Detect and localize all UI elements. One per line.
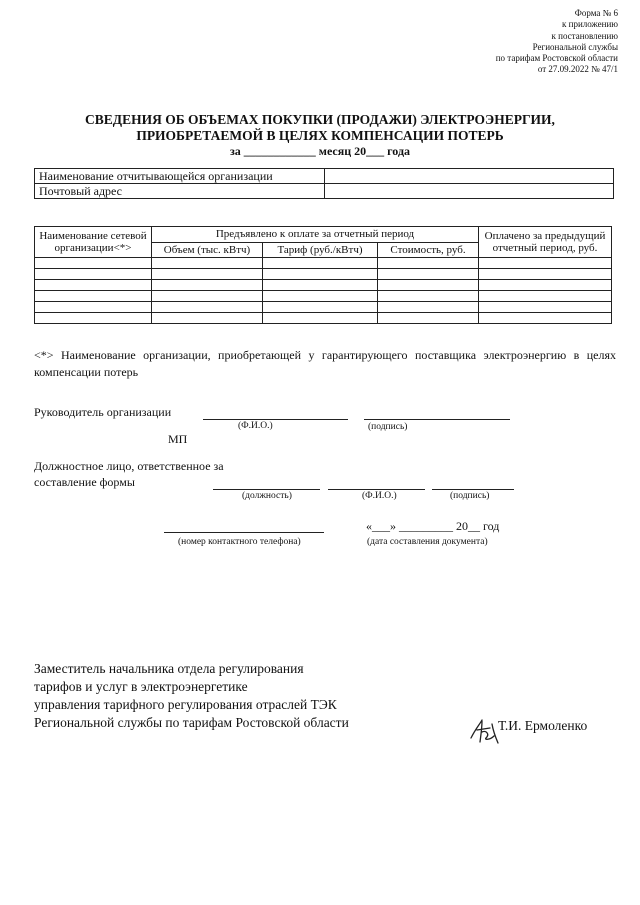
stamp-place: МП: [168, 432, 188, 446]
form-ref-line: по тарифам Ростовской области: [495, 53, 618, 64]
table-cell[interactable]: [152, 313, 263, 324]
form-number: Форма № 6: [574, 8, 618, 18]
table-row: [35, 291, 612, 302]
table-cell[interactable]: [263, 269, 378, 280]
head-label: Руководитель организации: [34, 405, 172, 419]
signer-position-line: Региональной службы по тарифам Ростовской области: [34, 715, 349, 730]
table-header-row: [35, 227, 612, 243]
official-signature-caption: (подпись): [450, 491, 490, 501]
table-cell[interactable]: [479, 291, 612, 302]
table-cell[interactable]: [378, 280, 479, 291]
table-row: [35, 302, 612, 313]
postal-address-label: Почтовый адрес: [35, 184, 325, 199]
table-row: [35, 258, 612, 269]
reporting-period: за ____________ месяц 20___ года: [229, 144, 411, 158]
head-fio-line[interactable]: [203, 419, 348, 420]
form-reference: [496, 8, 618, 76]
table-cell[interactable]: [35, 258, 152, 269]
table-row: [35, 269, 612, 280]
signer-position-line: управления тарифного регулирования отраслей ТЭК: [34, 697, 337, 712]
official-fio-caption: (Ф.И.О.): [362, 491, 397, 501]
phone-caption: (номер контактного телефона): [178, 537, 301, 547]
signer-position-line: Заместитель начальника отдела регулирования: [34, 661, 304, 676]
postal-address-field[interactable]: [325, 184, 614, 199]
table-cell[interactable]: [35, 302, 152, 313]
header-volume: Объем (тыс. кВтч): [152, 242, 263, 258]
signer-position: [34, 660, 349, 732]
footnote: <*> Наименование организации, приобретающей у гарантирующего поставщика электроэнергию в целях компенсации потерь: [34, 348, 616, 379]
table-cell[interactable]: [378, 313, 479, 324]
table-cell[interactable]: [35, 269, 152, 280]
table-cell[interactable]: [378, 258, 479, 269]
table-row: [35, 280, 612, 291]
signer-name: Т.И. Ермоленко: [498, 718, 588, 733]
form-ref-line: Региональной службы: [532, 41, 618, 52]
title-line: СВЕДЕНИЯ ОБ ОБЪЕМАХ ПОКУПКИ (ПРОДАЖИ) ЭЛЕКТРОЭНЕРГИИ,: [85, 112, 555, 127]
table-cell[interactable]: [378, 269, 479, 280]
official-position-caption: (должность): [242, 491, 292, 501]
head-signature-line[interactable]: [364, 419, 510, 420]
table-cell[interactable]: [378, 291, 479, 302]
header-paid-previous: Оплачено за предыдущий отчетный период, руб.: [479, 227, 612, 258]
table-cell[interactable]: [152, 258, 263, 269]
table-cell[interactable]: [479, 280, 612, 291]
table-cell[interactable]: [479, 269, 612, 280]
table-row: [35, 313, 612, 324]
table-cell[interactable]: [263, 258, 378, 269]
table-cell[interactable]: [35, 291, 152, 302]
table-cell[interactable]: [152, 302, 263, 313]
form-ref-line: к приложению: [562, 19, 618, 30]
signer-position-line: тарифов и услуг в электроэнергетике: [34, 679, 248, 694]
table-cell[interactable]: [378, 302, 479, 313]
official-label: составление формы: [34, 475, 135, 489]
header-network-org: Наименование сетевой организации<*>: [35, 227, 152, 258]
org-name-field[interactable]: [325, 169, 614, 184]
table-cell[interactable]: [263, 291, 378, 302]
form-ref-line: к постановлению: [551, 30, 618, 41]
table-cell[interactable]: [35, 313, 152, 324]
document-date-caption: (дата составления документа): [367, 537, 488, 547]
phone-line[interactable]: [164, 532, 324, 533]
table-cell[interactable]: [479, 258, 612, 269]
table-cell[interactable]: [263, 302, 378, 313]
date-field[interactable]: «___» _________ 20__ год: [366, 519, 500, 533]
official-label: Должностное лицо, ответственное за: [34, 459, 224, 473]
table-cell[interactable]: [479, 313, 612, 324]
title-line: ПРИОБРЕТАЕМОЙ В ЦЕЛЯХ КОМПЕНСАЦИИ ПОТЕРЬ: [136, 128, 504, 143]
table-cell[interactable]: [263, 280, 378, 291]
table-cell[interactable]: [152, 269, 263, 280]
table-cell[interactable]: [263, 313, 378, 324]
official-signature-line[interactable]: [432, 489, 514, 490]
head-signature-caption: (подпись): [368, 422, 408, 432]
table-row: [35, 184, 614, 199]
org-name-label: Наименование отчитывающейся организации: [35, 169, 325, 184]
head-fio-caption: (Ф.И.О.): [238, 421, 273, 431]
table-cell[interactable]: [152, 280, 263, 291]
purchase-data-table: [34, 226, 612, 324]
header-billed-group: Предъявлено к оплате за отчетный период: [152, 227, 479, 243]
official-position-line[interactable]: [213, 489, 320, 490]
form-ref-date: от 27.09.2022 № 47/1: [537, 64, 618, 75]
handwritten-signature: [468, 716, 502, 746]
header-cost: Стоимость, руб.: [378, 242, 479, 258]
table-cell[interactable]: [152, 291, 263, 302]
header-tariff: Тариф (руб./кВтч): [263, 242, 378, 258]
table-row: [35, 169, 614, 184]
document-title: [0, 112, 640, 144]
table-cell[interactable]: [35, 280, 152, 291]
official-fio-line[interactable]: [328, 489, 425, 490]
table-cell[interactable]: [479, 302, 612, 313]
organization-info-table: [34, 168, 614, 199]
